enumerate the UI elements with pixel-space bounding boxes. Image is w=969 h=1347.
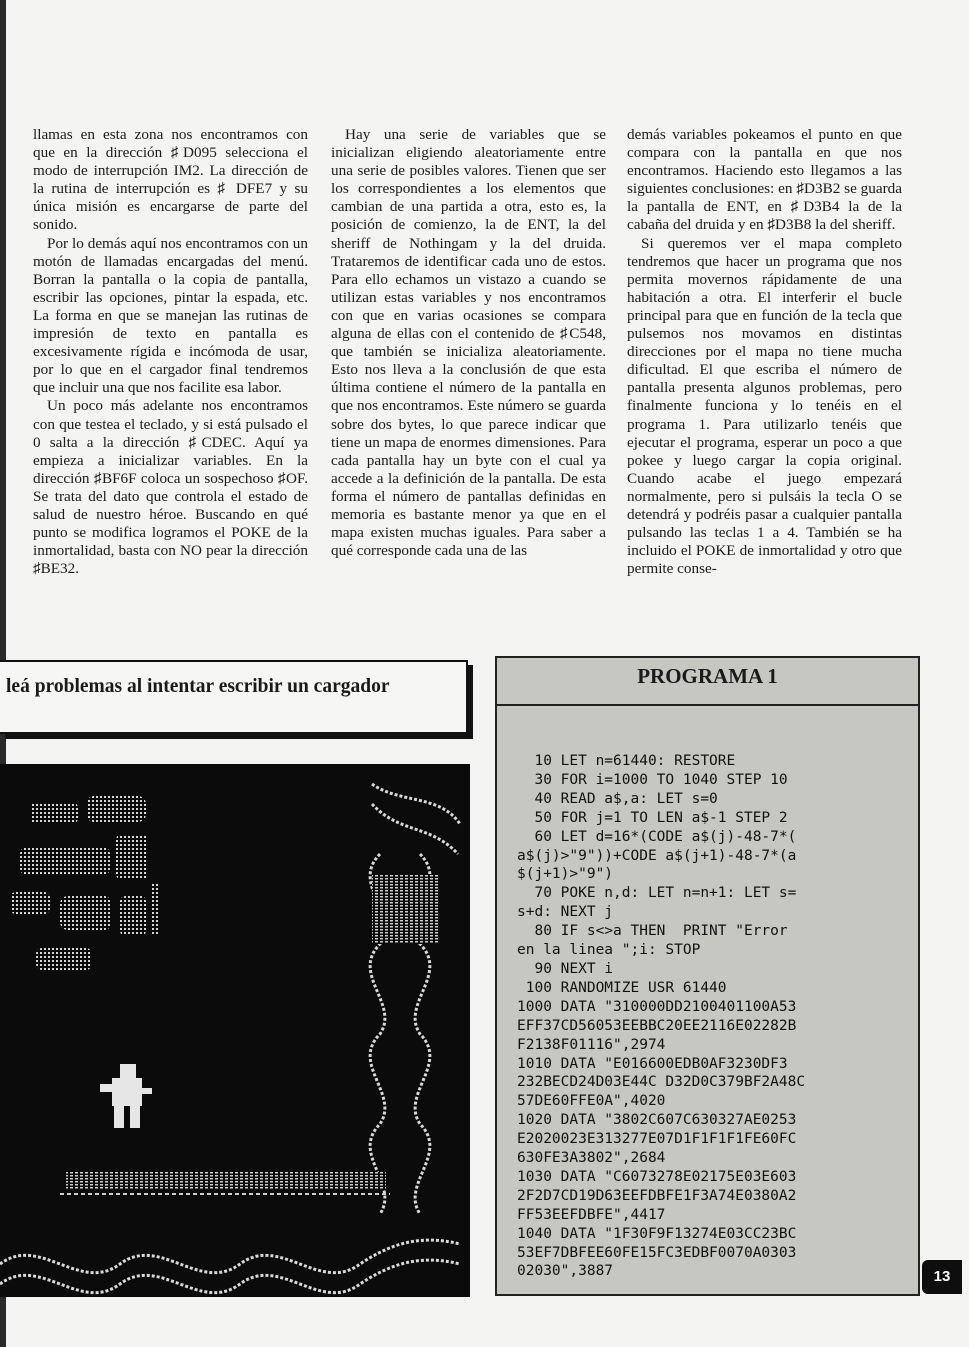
paragraph: Un poco más adelante nos encontramos con que testea el teclado, y si está pulsado el 0 salta a la dirección ♯CDEC. Aquí ya empieza a inicializar variables. En la dirección ♯BF6F coloca un sospechoso ♯OF. Se trata del dato que controla el estado de salud de nuestro héroe. Buscando en qué punto se modifica logramos el POKE de la inmortalidad, basta con NO pear la dirección ♯BE32. xyxy=(33,397,308,578)
article-column-1 xyxy=(33,126,308,578)
basic-program-code: 10 LET n=61440: RESTORE 30 FOR i=1000 TO 1040 STEP 10 40 READ a$,a: LET s=0 50 FOR j=1 TO LEN a$-1 STEP 2 60 LET d=16*(CODE a$(j)-48-7*( a$(j)>"9"))+CODE a$(j+1)-48-7*(a $(j+1)>"9") 70 POKE n,d: LET n=n+1: LET s= s+d: NEXT j 80 IF s<>a THEN PRINT "Error en la linea ";i: STOP 90 NEXT i 100 RANDOMIZE USR 61440 1000 DATA "310000DD2100401100A53 EFF37CD56053EEBBC20EE2116E02282B F2138F01116",2974 1010 DATA "E016600EDB0AF3230DF3 232BECD24D03E44C D32D0C379BF2A48C 57DE60FFE0A",4020 1020 DATA "3802C607C630327AE0253 E2020023E313277E07D1F1F1F1FE60FC 630FE3A3802",2684 1030 DATA "C6073278E02175E03E603 2F2D7CD19D63EEFDBFE1F3A74E0380A2 FF53EEFDBFE",4417 1040 DATA "1F30F9F13274E03CC23BC 53EF7DBFEE60FE15FC3EDBF0070A0303 02030",3887 xyxy=(517,753,806,1280)
carved-stone-block-icon xyxy=(372,874,440,944)
banner-heading: leá problemas al intentar escribir un cargador xyxy=(6,676,390,697)
divider xyxy=(497,704,918,706)
paragraph: Si queremos ver el mapa completo tendremos que hacer un programa que nos permita movernos rápidamente de una habitación a otra. El interferir el bucle principal para que en función de la tecla que pulsemos nos movamos en distintas direcciones por el mapa no tiene mucha dificultad. El que escriba el número de pantalla presenta algunos problemas, pero finalmente funciona y lo tenéis en el programa 1. Para utilizarlo tenéis que ejecutar el programa, esperar un poco a que pokee y luego cargar la copia original. Cuando acabe el juego empezará normalmente, pero si pulsáis la tecla O se detendrá y podréis pasar a cualquier pantalla pulsando las teclas 1 a 4. También se ha incluido el POKE de inmortalidad y otro que permite conse- xyxy=(627,234,902,578)
article-column-3 xyxy=(627,126,902,578)
paragraph: Hay una serie de variables que se inicializan eligiendo aleatoriamente entre una serie de posibles valores. Tienen que ser los correspondientes a los elementos que cambian de una partida a otra, esto es, la posición de comienzo, la de ENT, la del sheriff de Nothingam y la del druida. Trataremos de identificar cada uno de estos. Para ello echamos un vistazo a cuando se utilizan estas variables y nos encontramos con que en varias ocasiones se compara alguna de ellas con el contenido de ♯C548, que también se inicializa aleatoriamente. Esto nos lleva a la conclusión de que esta última contiene el número de la pantalla en que nos encontramos. Este número se guarda sobre dos bytes, lo que parece indicar que tiene un mapa de enormes dimensiones. Para cada pantalla hay un byte con el cual ya accede a la definición de la pantalla. De esta forma el número de pantallas definidas en memoria es bastante menor ya que en el mapa existen muchas iguales. Para saber a qué corresponde cada una de las xyxy=(331,126,606,560)
article-column-2 xyxy=(331,126,606,560)
ground-strip-icon xyxy=(66,1172,386,1190)
paragraph: demás variables pokeamos el punto en que compara con la pantalla en que nos encontramos. Haciendo esto llegamos a las siguientes conclusiones: en ♯D3B2 se guarda la pantalla de ENT, en ♯D3B4 la de la cabaña del druida y en ♯D3B8 la del sheriff. xyxy=(627,126,902,234)
game-screenshot xyxy=(0,764,470,1297)
paragraph: Por lo demás aquí nos encontramos con un motón de llamadas encargadas del menú. Borran la pantalla o la copia de pantalla, escribir las opciones, pintar la espada, etc. La forma en que se manejan las rutinas de impresión de texto en pantalla es excesivamente rígida e incómoda de usar, por lo que en el cargador final tendremos que incluir una que nos facilite esa labor. xyxy=(33,234,308,397)
section-banner xyxy=(0,660,468,734)
page-number-tab: 13 xyxy=(922,1260,962,1294)
paragraph: llamas en esta zona nos encontramos con que en la dirección ♯D095 selecciona el modo de interrupción IM2. La dirección de la rutina de interrupción es ♯ DFE7 y su única misión es encargarse de parte del sonido. xyxy=(33,126,308,234)
listing-title: PROGRAMA 1 xyxy=(637,664,778,688)
game-screen-graphic xyxy=(0,764,470,1297)
program-listing-box xyxy=(495,656,920,1296)
